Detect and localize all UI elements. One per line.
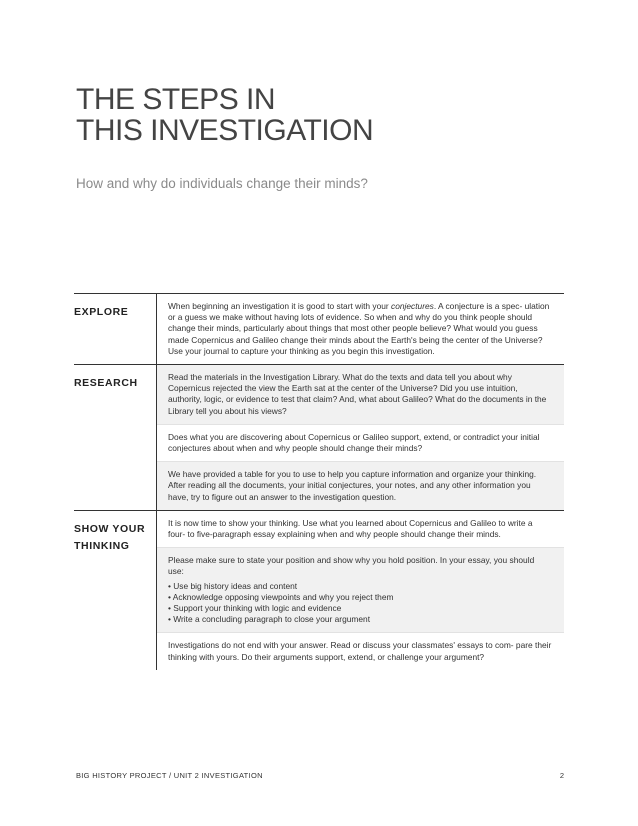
step-section: [74, 511, 564, 670]
step-paragraph: When beginning an investigation it is good to start with your conjectures. A conjecture is a spec- ulation or a guess we make without having lots of evidence. So when and why do you think people should change their minds, particularly about things that most other people believe? What would you guess made Copernicus and Galileo change their minds about the Earth's being the center of the Universe? Use your journal to capture your thinking as you begin this investigation.: [168, 301, 550, 356]
step-section: [74, 294, 564, 365]
step-block: [157, 365, 564, 424]
step-label: SHOW YOUR THINKING: [74, 511, 157, 670]
steps-table: [74, 293, 564, 670]
bullet-item: • Write a concluding paragraph to close your argument: [168, 614, 371, 625]
step-content: [157, 365, 564, 510]
page-title-line-1: THE STEPS IN: [76, 83, 276, 116]
step-paragraph: Does what you are discovering about Copernicus or Galileo support, extend, or contradict your initial conjectures about when and why people should change their minds?: [168, 431, 540, 454]
step-paragraph: It is now time to show your thinking. Use what you learned about Copernicus and Galileo to write a four- to five-paragraph essay explaining when and why people should change their minds.: [168, 517, 533, 540]
bullet-item: • Use big history ideas and content: [168, 580, 298, 591]
step-paragraph: Please make sure to state your position and show why you hold position. In your essay, you should use:: [168, 555, 535, 577]
footer-project-label: BIG HISTORY PROJECT / UNIT 2 INVESTIGATION: [76, 771, 263, 780]
page-title-line-2: THIS INVESTIGATION: [76, 114, 374, 147]
step-label: RESEARCH: [74, 365, 157, 510]
step-section: [74, 365, 564, 511]
bullet-item: • Acknowledge opposing viewpoints and why you reject them: [168, 591, 394, 602]
step-block: [157, 424, 564, 461]
step-block: [157, 294, 564, 364]
bullet-list: [168, 581, 552, 626]
step-content: [157, 294, 564, 364]
step-block: [157, 547, 564, 632]
page-number: 2: [559, 771, 564, 780]
step-paragraph: We have provided a table for you to use to help you capture information and organize your thinking. After reading all the documents, your initial conjectures, your notes, and any other information you have, try to figure out an answer to the investigation question.: [168, 469, 537, 502]
step-block: [157, 632, 564, 669]
step-label: EXPLORE: [74, 294, 157, 364]
step-block: [157, 461, 564, 510]
step-paragraph: Read the materials in the Investigation Library. What do the texts and data tell you about why Copernicus rejected the view the Earth sat at the center of the Universe? Did you use intuition, authority, logic, or evidence to test that claim? And, what about Galileo? What do the documents in the Library tell you about his views?: [168, 372, 547, 416]
bullet-item: • Support your thinking with logic and evidence: [168, 603, 342, 614]
step-content: [157, 511, 564, 670]
page-subtitle: How and why do individuals change their minds?: [76, 176, 368, 191]
page-title: [76, 84, 556, 146]
step-paragraph: Investigations do not end with your answer. Read or discuss your classmates' essays to com- pare their thinking with yours. Do their arguments support, extend, or challenge your argument?: [168, 640, 552, 662]
step-block: [157, 511, 564, 547]
emphasized-term: conjectures: [391, 301, 434, 311]
